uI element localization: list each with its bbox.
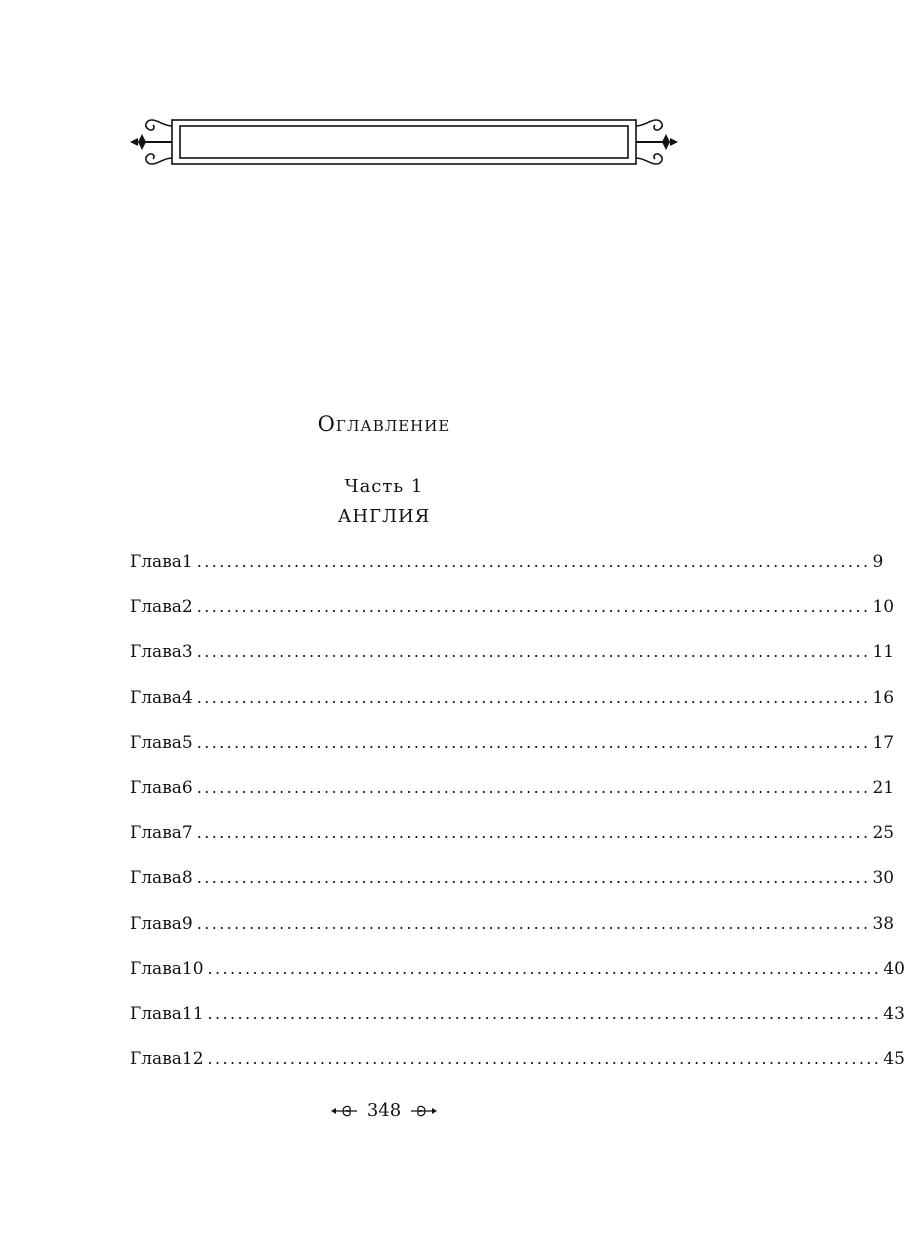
- toc-entry[interactable]: [130, 730, 895, 775]
- part-label: Часть 1: [344, 476, 424, 497]
- dot-leader: ..........................................................................................: [196, 868, 871, 888]
- toc-entry-number: 3: [181, 642, 193, 663]
- dot-leader: ..........................................................................................: [207, 958, 882, 978]
- toc-entry-number: 12: [181, 1049, 204, 1070]
- section-title: АНГЛИЯ: [337, 506, 431, 527]
- dot-leader: ..........................................................................................: [196, 732, 871, 752]
- toc-entry-page: 11: [872, 642, 895, 663]
- dot-leader: ..........................................................................................: [196, 687, 871, 707]
- toc-entry[interactable]: [130, 911, 895, 956]
- toc-entry-label: Глава: [130, 732, 182, 753]
- toc-entry-page: 45: [883, 1049, 905, 1070]
- toc-entry-label: Глава: [130, 823, 182, 844]
- toc-entry-page: 9: [872, 552, 884, 572]
- table-of-contents: [130, 549, 905, 1091]
- right-flourish-icon: [409, 1103, 437, 1119]
- toc-entry-page: 16: [872, 687, 895, 708]
- toc-entry[interactable]: [130, 1001, 905, 1046]
- dot-leader: ..........................................................................................: [196, 597, 871, 617]
- toc-entry-number: 2: [181, 597, 193, 618]
- dot-leader: ..........................................................................................: [196, 823, 871, 843]
- toc-entry-number: 1: [181, 552, 193, 572]
- toc-entry-label: Глава: [130, 552, 182, 572]
- toc-entry-page: 10: [872, 597, 895, 618]
- toc-entry-page: 40: [883, 958, 905, 979]
- dot-leader: ..........................................................................................: [196, 777, 871, 797]
- toc-entry[interactable]: [130, 1046, 905, 1091]
- toc-entry[interactable]: [130, 775, 895, 820]
- toc-entry-label: Глава: [130, 777, 182, 798]
- toc-entry-number: 8: [181, 868, 193, 889]
- toc-entry-label: Глава: [130, 913, 182, 934]
- toc-entry-number: 10: [181, 958, 204, 979]
- toc-entry[interactable]: [130, 956, 905, 1001]
- toc-entry-label: Глава: [130, 868, 182, 889]
- toc-entry-number: 9: [181, 913, 193, 934]
- toc-entry-page: 43: [883, 1003, 905, 1024]
- toc-entry-label: Глава: [130, 597, 182, 618]
- toc-entry[interactable]: [130, 865, 895, 910]
- dot-leader: ..........................................................................................: [196, 552, 871, 571]
- toc-entry-label: Глава: [130, 1003, 182, 1024]
- toc-entry-label: Глава: [130, 958, 182, 979]
- toc-entry[interactable]: [130, 685, 895, 730]
- page-footer: [0, 1100, 768, 1121]
- ornamental-header-frame: [128, 112, 680, 172]
- toc-entry-number: 11: [181, 1003, 204, 1024]
- toc-entry-page: 30: [872, 868, 895, 889]
- toc-entry-page: 25: [872, 823, 895, 844]
- toc-entry-page: 17: [872, 732, 895, 753]
- left-flourish-icon: [331, 1103, 359, 1119]
- toc-entry[interactable]: [130, 639, 895, 684]
- dot-leader: ..........................................................................................: [207, 1049, 882, 1069]
- toc-entry-label: Глава: [130, 687, 182, 708]
- dot-leader: ..........................................................................................: [196, 913, 871, 933]
- toc-entry[interactable]: [130, 820, 895, 865]
- toc-entry-number: 7: [181, 823, 193, 844]
- toc-entry-label: Глава: [130, 642, 182, 663]
- toc-entry-page: 38: [872, 913, 895, 934]
- toc-entry-page: 21: [872, 777, 895, 798]
- toc-entry[interactable]: [130, 549, 884, 594]
- toc-entry[interactable]: [130, 594, 895, 639]
- toc-entry-label: Глава: [130, 1049, 182, 1070]
- toc-entry-number: 4: [181, 687, 193, 708]
- page-number: 348: [366, 1100, 402, 1121]
- dot-leader: ..........................................................................................: [196, 642, 871, 662]
- toc-entry-number: 6: [181, 777, 193, 798]
- toc-entry-number: 5: [181, 732, 193, 753]
- dot-leader: ..........................................................................................: [207, 1003, 882, 1023]
- page-title: Оглавление: [317, 412, 451, 436]
